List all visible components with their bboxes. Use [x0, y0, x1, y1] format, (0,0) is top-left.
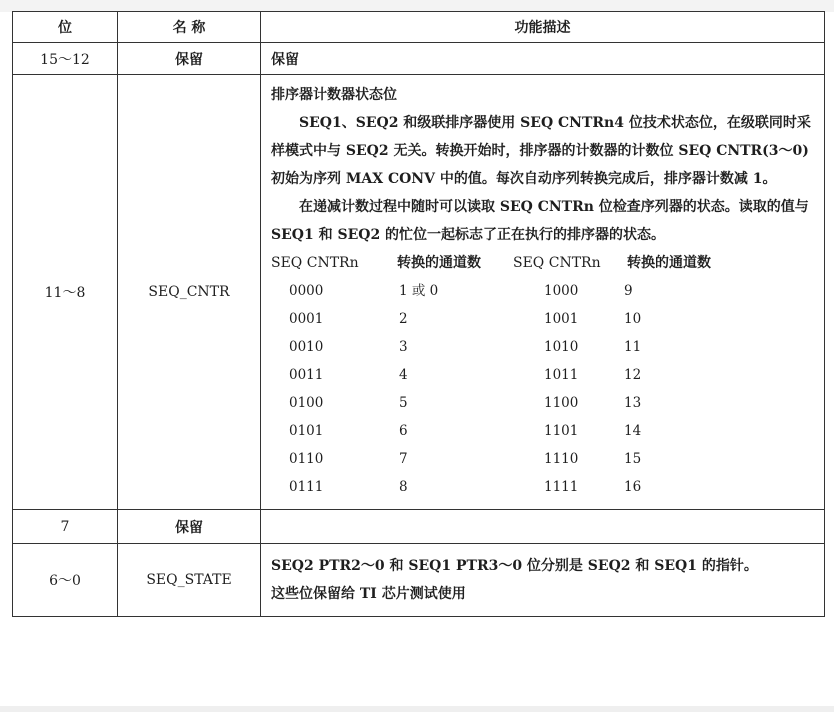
cntr-header-col3: SEQ CNTRn [513, 255, 601, 271]
cntr-channels: 7 [399, 451, 408, 467]
cntr-channels: 13 [624, 395, 642, 411]
cntr-channels: 4 [399, 367, 408, 383]
cntr-code: 1101 [544, 423, 579, 439]
name-cell: 保留 [118, 43, 261, 75]
table-row [13, 43, 825, 75]
cntr-channels: 11 [624, 339, 642, 355]
header-bit: 位 [13, 12, 118, 43]
cntr-channels: 10 [624, 311, 642, 327]
cntr-table-row [289, 417, 814, 445]
cntr-channels: 3 [399, 339, 408, 355]
cntr-code: 0010 [289, 339, 324, 355]
cntr-code: 0111 [289, 479, 324, 495]
state-description-line-2: 这些位保留给 TI 芯片测试使用 [271, 586, 466, 602]
cntr-table-row [289, 473, 814, 501]
cntr-header-col2: 转换的通道数 [397, 255, 481, 271]
bit-cell: 7 [13, 510, 118, 544]
table-row [13, 510, 825, 544]
description-cell: 保留 [261, 43, 825, 75]
cntr-channels: 9 [624, 283, 633, 299]
cntr-channels: 12 [624, 367, 642, 383]
cntr-table-row [289, 445, 814, 473]
cntr-channels: 6 [399, 423, 408, 439]
cntr-table-row [289, 277, 814, 305]
cntr-table-row [289, 333, 814, 361]
state-description-line-1: SEQ2 PTR2～0 和 SEQ1 PTR3～0 位分别是 SEQ2 和 SEQ1 的指针。 [271, 558, 758, 574]
cntr-code: 0011 [289, 367, 324, 383]
description-paragraph-2: 在递减计数过程中随时可以读取 SEQ CNTRn 位检查序列器的状态。读取的值与 SEQ1 和 SEQ2 的忙位一起标志了正在执行的排序器的状态。 [271, 199, 809, 243]
cntr-code: 0110 [289, 451, 324, 467]
register-bit-table [12, 11, 825, 617]
bit-cell: 6～0 [13, 544, 118, 617]
cntr-channels: 1 或 0 [399, 283, 439, 299]
cntr-table-row [289, 389, 814, 417]
description-title: 排序器计数器状态位 [271, 87, 397, 103]
cntr-code: 1100 [544, 395, 579, 411]
cntr-code: 0100 [289, 395, 324, 411]
cntr-header-col1: SEQ CNTRn [271, 255, 359, 271]
cntr-table-header [271, 249, 814, 277]
cntr-channels: 14 [624, 423, 642, 439]
bit-cell: 15～12 [13, 43, 118, 75]
cntr-code: 0001 [289, 311, 324, 327]
table-row [13, 544, 825, 617]
cntr-header-col4: 转换的通道数 [627, 255, 711, 271]
cntr-table-row [289, 361, 814, 389]
description-paragraph-1: SEQ1、SEQ2 和级联排序器使用 SEQ CNTRn4 位技术状态位，在级联同时采样模式中与 SEQ2 无关。转换开始时，排序器的计数器的计数位 SEQ CNTR(3～0)初始为序列 MAX CONV 中的值。每次自动序列转换完成后，排序器计数减 1。 [271, 115, 811, 187]
cntr-channels: 2 [399, 311, 408, 327]
name-cell: 保留 [118, 510, 261, 544]
cntr-code: 0000 [289, 283, 324, 299]
table-header-row [13, 12, 825, 43]
header-name: 名 称 [118, 12, 261, 43]
cntr-channels: 5 [399, 395, 408, 411]
cntr-table [289, 277, 814, 501]
cntr-table-row [289, 305, 814, 333]
name-cell: SEQ_STATE [118, 544, 261, 617]
cntr-channels: 16 [624, 479, 642, 495]
cntr-code: 1000 [544, 283, 579, 299]
table-row [13, 75, 825, 510]
header-description: 功能描述 [261, 12, 825, 43]
description-cell [261, 510, 825, 544]
cntr-channels: 15 [624, 451, 642, 467]
cntr-channels: 8 [399, 479, 408, 495]
bit-cell: 11～8 [13, 75, 118, 510]
cntr-code: 1001 [544, 311, 579, 327]
name-cell: SEQ_CNTR [118, 75, 261, 510]
cntr-code: 1011 [544, 367, 579, 383]
cntr-code: 1010 [544, 339, 579, 355]
description-cell [261, 75, 825, 510]
page-bottom-margin [0, 706, 834, 712]
description-cell [261, 544, 825, 617]
cntr-code: 1110 [544, 451, 579, 467]
cntr-code: 0101 [289, 423, 324, 439]
cntr-code: 1111 [544, 479, 579, 495]
